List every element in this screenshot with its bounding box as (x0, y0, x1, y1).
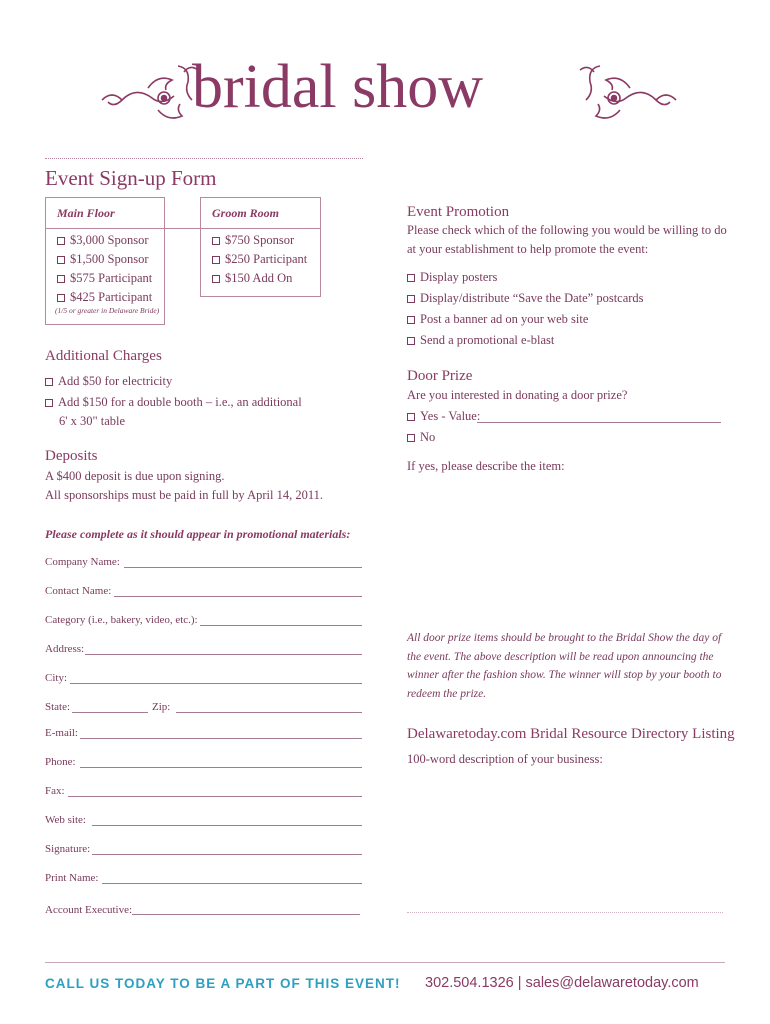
promotion-desc1: Please check which of the following you would be willing to do (407, 223, 727, 237)
door-prize-question: Are you interested in donating a door prize? (407, 388, 628, 402)
door-prize-describe: If yes, please describe the item: (407, 459, 565, 473)
additional-item-electricity[interactable]: Add $50 for electricity (45, 372, 172, 391)
directory-desc: 100-word description of your business: (407, 752, 603, 766)
fax-label: Fax: (45, 785, 65, 797)
print-name-label: Print Name: (45, 872, 99, 884)
zip-field[interactable] (176, 712, 362, 713)
account-executive-field[interactable] (132, 914, 360, 915)
promotion-list (407, 267, 644, 351)
checkbox[interactable] (45, 399, 53, 407)
address-label: Address: (45, 643, 85, 655)
door-prize-note: All door prize items should be brought to the Bridal Show the day of the event. The above description will be read upon announcing the winner after the fashion show. The winner will stop by your booth to redeem the prize. (407, 632, 722, 700)
phone-field[interactable] (80, 767, 362, 768)
company-name-label: Company Name: (45, 556, 120, 568)
groom-room-option[interactable]: $750 Sponsor (212, 231, 307, 250)
checkbox[interactable] (407, 295, 415, 303)
zip-label: Zip: (152, 701, 171, 713)
promotion-option[interactable]: Post a banner ad on your web site (407, 309, 644, 330)
checkbox[interactable] (57, 275, 65, 283)
door-prize-value-field[interactable] (477, 422, 721, 423)
directory-heading: Delawaretoday.com Bridal Resource Directory Listing (407, 726, 735, 742)
category-label: Category (i.e., bakery, video, etc.): (45, 614, 198, 626)
groom-room-list (212, 231, 307, 288)
checkbox[interactable] (57, 294, 65, 302)
website-label: Web site: (45, 814, 86, 826)
additional-charges-heading: Additional Charges (45, 348, 162, 364)
signature-label: Signature: (45, 843, 91, 855)
main-floor-option[interactable]: $425 Participant (57, 288, 152, 307)
city-field[interactable] (70, 683, 362, 684)
checkbox[interactable] (57, 237, 65, 245)
deposits-heading: Deposits (45, 448, 98, 464)
city-label: City: (45, 672, 68, 684)
company-name-field[interactable] (124, 567, 362, 568)
checkbox[interactable] (407, 434, 415, 442)
additional-item-double-booth-cont: 6' x 30" table (59, 414, 126, 428)
fax-field[interactable] (68, 796, 362, 797)
email-label: E-mail: (45, 727, 78, 739)
promotion-option[interactable]: Send a promotional e-blast (407, 330, 644, 351)
event-promotion-heading: Event Promotion (407, 204, 510, 220)
main-floor-option[interactable]: $575 Participant (57, 269, 152, 288)
form-title: Event Sign-up Form (45, 166, 217, 190)
promotion-desc2: at your establishment to help promote the event: (407, 242, 649, 256)
groom-room-heading: Groom Room (212, 206, 280, 220)
checkbox[interactable] (57, 256, 65, 264)
address-field[interactable] (85, 654, 362, 655)
main-floor-option[interactable]: $1,500 Sponsor (57, 250, 152, 269)
door-prize-yes[interactable]: Yes - Value: (407, 407, 480, 426)
website-field[interactable] (92, 825, 362, 826)
header-divider (45, 158, 363, 159)
contact-name-label: Contact Name: (45, 585, 112, 597)
main-floor-heading: Main Floor (57, 206, 115, 220)
main-floor-option[interactable]: $3,000 Sponsor (57, 231, 152, 250)
checkbox[interactable] (212, 275, 220, 283)
door-prize-no[interactable]: No (407, 428, 435, 447)
footer-contact[interactable]: 302.504.1326 | sales@delawaretoday.com (425, 975, 699, 991)
main-floor-note: (1/5 or greater in Delaware Bride) (55, 306, 160, 315)
promo-note: Please complete as it should appear in promotional materials: (45, 527, 351, 541)
category-field[interactable] (200, 625, 362, 626)
checkbox[interactable] (407, 274, 415, 282)
additional-item-double-booth[interactable]: Add $150 for a double booth – i.e., an additional (45, 393, 302, 412)
print-name-field[interactable] (102, 883, 362, 884)
promotion-option[interactable]: Display/distribute “Save the Date” postcards (407, 288, 644, 309)
account-executive-label: Account Executive: (45, 904, 133, 916)
deposits-line1: A $400 deposit is due upon signing. (45, 469, 225, 483)
flourish-right-icon (570, 58, 680, 128)
checkbox[interactable] (407, 316, 415, 324)
checkbox[interactable] (407, 413, 415, 421)
box-header-line (45, 228, 320, 229)
directory-end-line (407, 912, 723, 913)
footer-call: CALL US TODAY TO BE A PART OF THIS EVENT! (45, 976, 401, 991)
email-field[interactable] (80, 738, 362, 739)
page-title: bridal show (192, 53, 484, 121)
state-label: State: (45, 701, 71, 713)
phone-label: Phone: (45, 756, 76, 768)
checkbox[interactable] (45, 378, 53, 386)
promotion-option[interactable]: Display posters (407, 267, 644, 288)
contact-name-field[interactable] (114, 596, 362, 597)
footer-divider (45, 962, 725, 963)
state-field[interactable] (72, 712, 148, 713)
door-prize-heading: Door Prize (407, 368, 473, 384)
checkbox[interactable] (212, 256, 220, 264)
main-floor-list (57, 231, 152, 307)
signature-field[interactable] (92, 854, 362, 855)
groom-room-option[interactable]: $250 Participant (212, 250, 307, 269)
checkbox[interactable] (212, 237, 220, 245)
deposits-line2: All sponsorships must be paid in full by April 14, 2011. (45, 488, 324, 502)
checkbox[interactable] (407, 337, 415, 345)
groom-room-option[interactable]: $150 Add On (212, 269, 307, 288)
